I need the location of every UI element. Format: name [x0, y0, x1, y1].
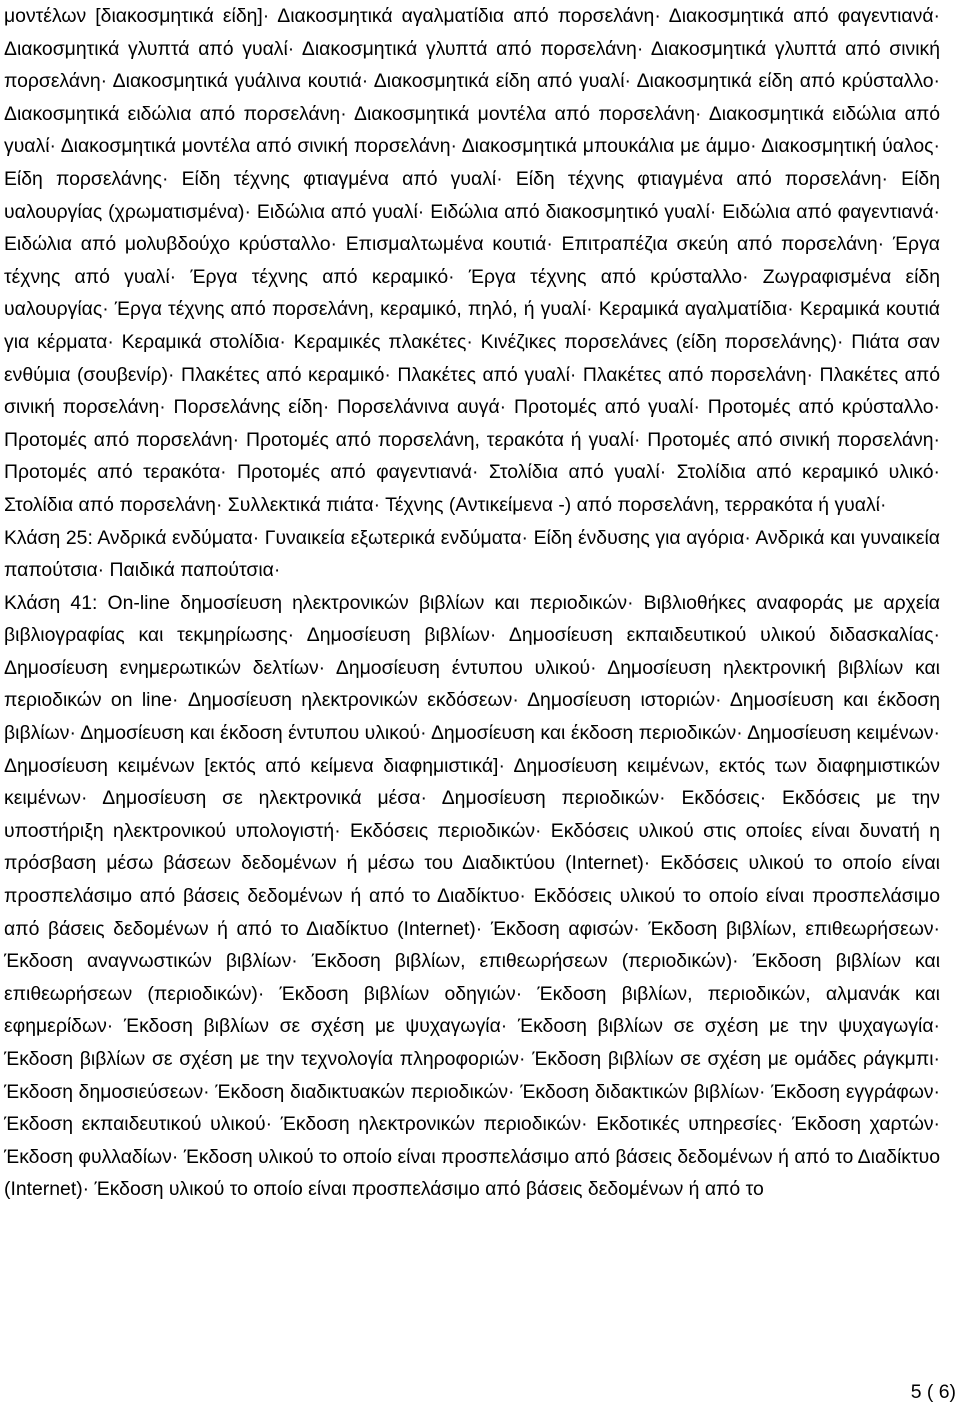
- document-body: [4, 0, 940, 1206]
- paragraph-class-21-continued: μοντέλων [διακοσμητικά είδη]· Διακοσμητικά αγαλματίδια από πορσελάνη· Διακοσμητικά από φαγεντιανά· Διακοσμητικά γλυπτά από γυαλί· Διακοσμητικά γλυπτά από πορσελάνη· Διακοσμητικά γλυπτά από σινική πορσελάνη· Διακοσμητικά γυάλινα κουτιά· Διακοσμητικά είδη από γυαλί· Διακοσμητικά είδη από κρύσταλλο· Διακοσμητικά ειδώλια από πορσελάνη· Διακοσμητικά μοντέλα από πορσελάνη· Διακοσμητικά ειδώλια από γυαλί· Διακοσμητικά μοντέλα από σινική πορσελάνη· Διακοσμητικά μπουκάλια με άμμο· Διακοσμητική ύαλος· Είδη πορσελάνης· Είδη τέχνης φτιαγμένα από γυαλί· Είδη τέχνης φτιαγμένα από πορσελάνη· Είδη υαλουργίας (χρωματισμένα)· Ειδώλια από γυαλί· Ειδώλια από διακοσμητικό γυαλί· Ειδώλια από φαγεντιανά· Ειδώλια από μολυβδούχο κρύσταλλο· Επισμαλτωμένα κουτιά· Επιτραπέζια σκεύη από πορσελάνη· Έργα τέχνης από γυαλί· Έργα τέχνης από κεραμικό· Έργα τέχνης από κρύσταλλο· Ζωγραφισμένα είδη υαλουργίας· Έργα τέχνης από πορσελάνη, κεραμικό, πηλό, ή γυαλί· Κεραμικά αγαλματίδια· Κεραμικά κουτιά για κέρματα· Κεραμικά στολίδια· Κεραμικές πλακέτες· Κινέζικες πορσελάνες (είδη πορσελάνης)· Πιάτα σαν ενθύμια (σουβενίρ)· Πλακέτες από κεραμικό· Πλακέτες από γυαλί· Πλακέτες από πορσελάνη· Πλακέτες από σινική πορσελάνη· Πορσελάνης είδη· Πορσελάνινα αυγά· Προτομές από γυαλί· Προτομές από κρύσταλλο· Προτομές από πορσελάνη· Προτομές από πορσελάνη, τερακότα ή γυαλί· Προτομές από σινική πορσελάνη· Προτομές από τερακότα· Προτομές από φαγεντιανά· Στολίδια από γυαλί· Στολίδια από κεραμικό υλικό· Στολίδια από πορσελάνη· Συλλεκτικά πιάτα· Τέχνης (Αντικείμενα -) από πορσελάνη, τερρακότα ή γυαλί·: [4, 5, 940, 516]
- paragraph-class-25: Κλάση 25: Ανδρικά ενδύματα· Γυναικεία εξωτερικά ενδύματα· Είδη ένδυσης για αγόρια· Ανδρικά και γυναικεία παπούτσια· Παιδικά παπούτσια·: [4, 526, 940, 582]
- paragraph-class-41: Κλάση 41: On-line δημοσίευση ηλεκτρονικών βιβλίων και περιοδικών· Βιβλιοθήκες αναφοράς με αρχεία βιβλιογραφίας και τεκμηρίωσης· Δημοσίευση βιβλίων· Δημοσίευση εκπαιδευτικού υλικού διδασκαλίας· Δημοσίευση ενημερωτικών δελτίων· Δημοσίευση έντυπου υλικού· Δημοσίευση ηλεκτρονική βιβλίων και περιοδικών on line· Δημοσίευση ηλεκτρονικών εκδόσεων· Δημοσίευση ιστοριών· Δημοσίευση και έκδοση βιβλίων· Δημοσίευση και έκδοση έντυπου υλικού· Δημοσίευση και έκδοση περιοδικών· Δημοσίευση κειμένων· Δημοσίευση κειμένων [εκτός από κείμενα διαφημιστικά]· Δημοσίευση κειμένων, εκτός των διαφημιστικών κειμένων· Δημοσίευση σε ηλεκτρονικά μέσα· Δημοσίευση περιοδικών· Εκδόσεις· Εκδόσεις με την υποστήριξη ηλεκτρονικού υπολογιστή· Εκδόσεις περιοδικών· Εκδόσεις υλικού στις οποίες είναι δυνατή η πρόσβαση μέσω βάσεων δεδομένων ή μέσω του Διαδικτύου (Internet)· Εκδόσεις υλικού το οποίο είναι προσπελάσιμο από βάσεις δεδομένων ή από το Διαδίκτυο· Εκδόσεις υλικού το οποίο είναι προσπελάσιμο από βάσεις δεδομένων ή από το Διαδίκτυο (Internet)· Έκδοση αφισών· Έκδοση βιβλίων, επιθεωρήσεων· Έκδοση αναγνωστικών βιβλίων· Έκδοση βιβλίων, επιθεωρήσεων (περιοδικών)· Έκδοση βιβλίων και επιθεωρήσεων (περιοδικών)· Έκδοση βιβλίων οδηγιών· Έκδοση βιβλίων, περιοδικών, αλμανάκ και εφημερίδων· Έκδοση βιβλίων σε σχέση με ψυχαγωγία· Έκδοση βιβλίων σε σχέση με την ψυχαγωγία· Έκδοση βιβλίων σε σχέση με την τεχνολογία πληροφοριών· Έκδοση βιβλίων σε σχέση με ομάδες ράγκμπι· Έκδοση δημοσιεύσεων· Έκδοση διαδικτυακών περιοδικών· Έκδοση διδακτικών βιβλίων· Έκδοση εγγράφων· Έκδοση εκπαιδευτικού υλικού· Έκδοση ηλεκτρονικών περιοδικών· Εκδοτικές υπηρεσίες· Έκδοση χαρτών· Έκδοση φυλλαδίων· Έκδοση υλικού το οποίο είναι προσπελάσιμο από βάσεις δεδομένων ή από το Διαδίκτυο (Internet)· Έκδοση υλικού το οποίο είναι προσπελάσιμο από βάσεις δεδομένων ή από το: [4, 591, 940, 1201]
- page-number: 5 ( 6): [910, 1381, 956, 1403]
